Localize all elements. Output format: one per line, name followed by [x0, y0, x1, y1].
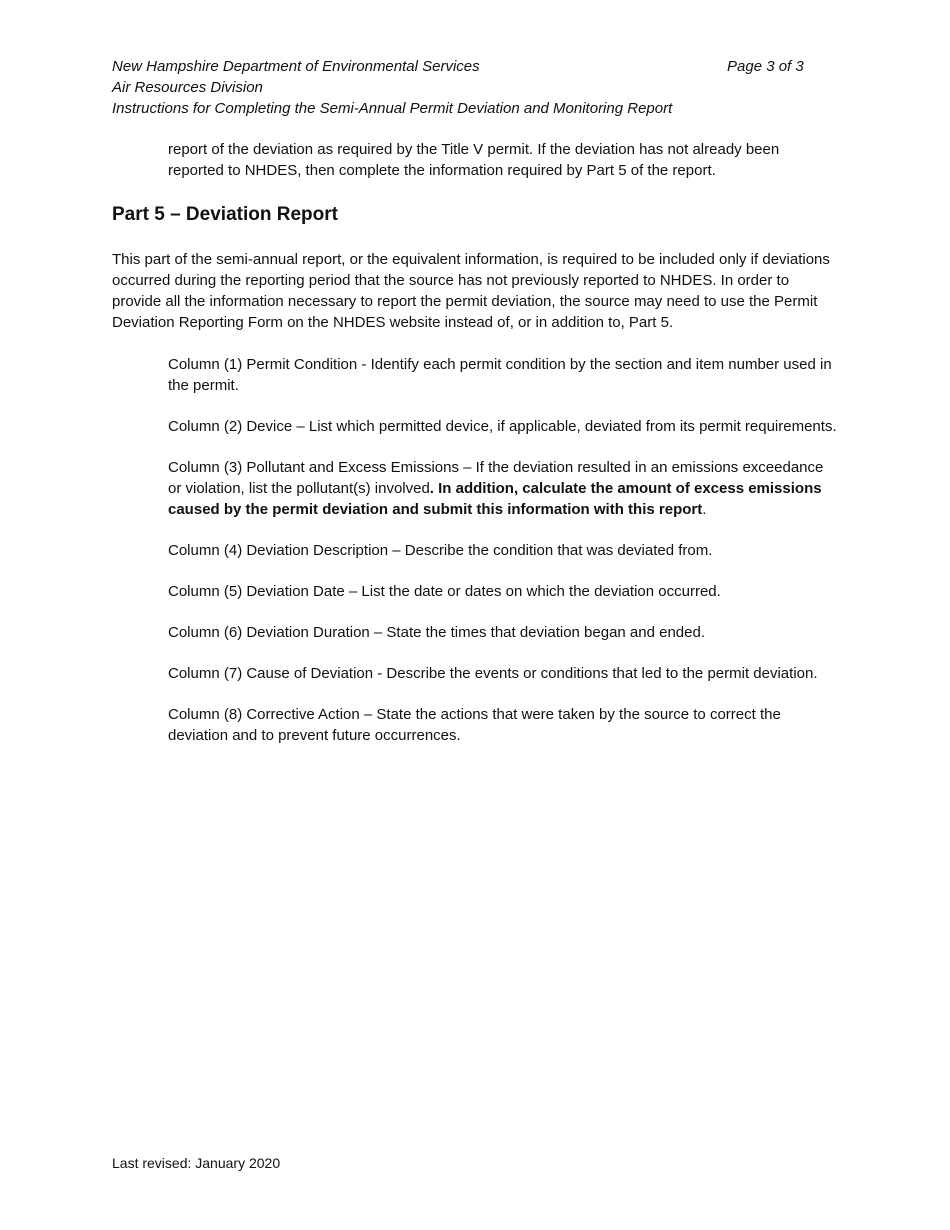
- page-number: Page 3 of 3: [727, 58, 804, 75]
- section-intro-paragraph: This part of the semi-annual report, or the equivalent information, is required to be included only if deviations occurred during the reporting period that the source has not previously reported to NHDES. In order to provide all the information necessary to report the permit deviation, the source may need to use the Permit Deviation Reporting Form on the NHDES website instead of, or in addition to, Part 5.: [112, 251, 830, 331]
- last-revised-footer: Last revised: January 2020: [112, 1155, 281, 1171]
- document-title: Instructions for Completing the Semi-Annual Permit Deviation and Monitoring Report: [112, 100, 673, 117]
- column-instructions-list: [168, 354, 840, 766]
- column-instruction-2: Column (2) Device – List which permitted device, if applicable, deviated from its permit requirements.: [168, 418, 837, 435]
- column-instruction-6: Column (6) Deviation Duration – State the times that deviation began and ended.: [168, 624, 705, 641]
- column-instruction-1: Column (1) Permit Condition - Identify each permit condition by the section and item number used in the permit.: [168, 356, 832, 394]
- column-instruction-3-emphasis: . In addition, calculate the amount of excess emissions caused by the permit deviation and submit this information with this report: [168, 480, 822, 518]
- agency-name: New Hampshire Department of Environmental Services: [112, 58, 480, 75]
- column-instruction-3-end: .: [702, 501, 707, 518]
- column-instruction-4: Column (4) Deviation Description – Describe the condition that was deviated from.: [168, 542, 713, 559]
- document-header: [112, 56, 832, 119]
- division-name: Air Resources Division: [112, 79, 263, 96]
- column-instruction-5: Column (5) Deviation Date – List the date or dates on which the deviation occurred.: [168, 583, 721, 600]
- column-instruction-8: Column (8) Corrective Action – State the actions that were taken by the source to correct the deviation and to prevent future occurrences.: [168, 706, 781, 744]
- column-instruction-3-text: Column (3) Pollutant and Excess Emissions – If the deviation resulted in an emissions exceedance or violation, list the pollutant(s) involved: [168, 459, 824, 497]
- column-instruction-3: [168, 457, 840, 520]
- continuation-paragraph: report of the deviation as required by the Title V permit. If the deviation has not already been reported to NHDES, then complete the information required by Part 5 of the report.: [168, 141, 780, 179]
- section-heading: Part 5 – Deviation Report: [112, 204, 338, 225]
- column-instruction-7: Column (7) Cause of Deviation - Describe the events or conditions that led to the permit deviation.: [168, 665, 818, 682]
